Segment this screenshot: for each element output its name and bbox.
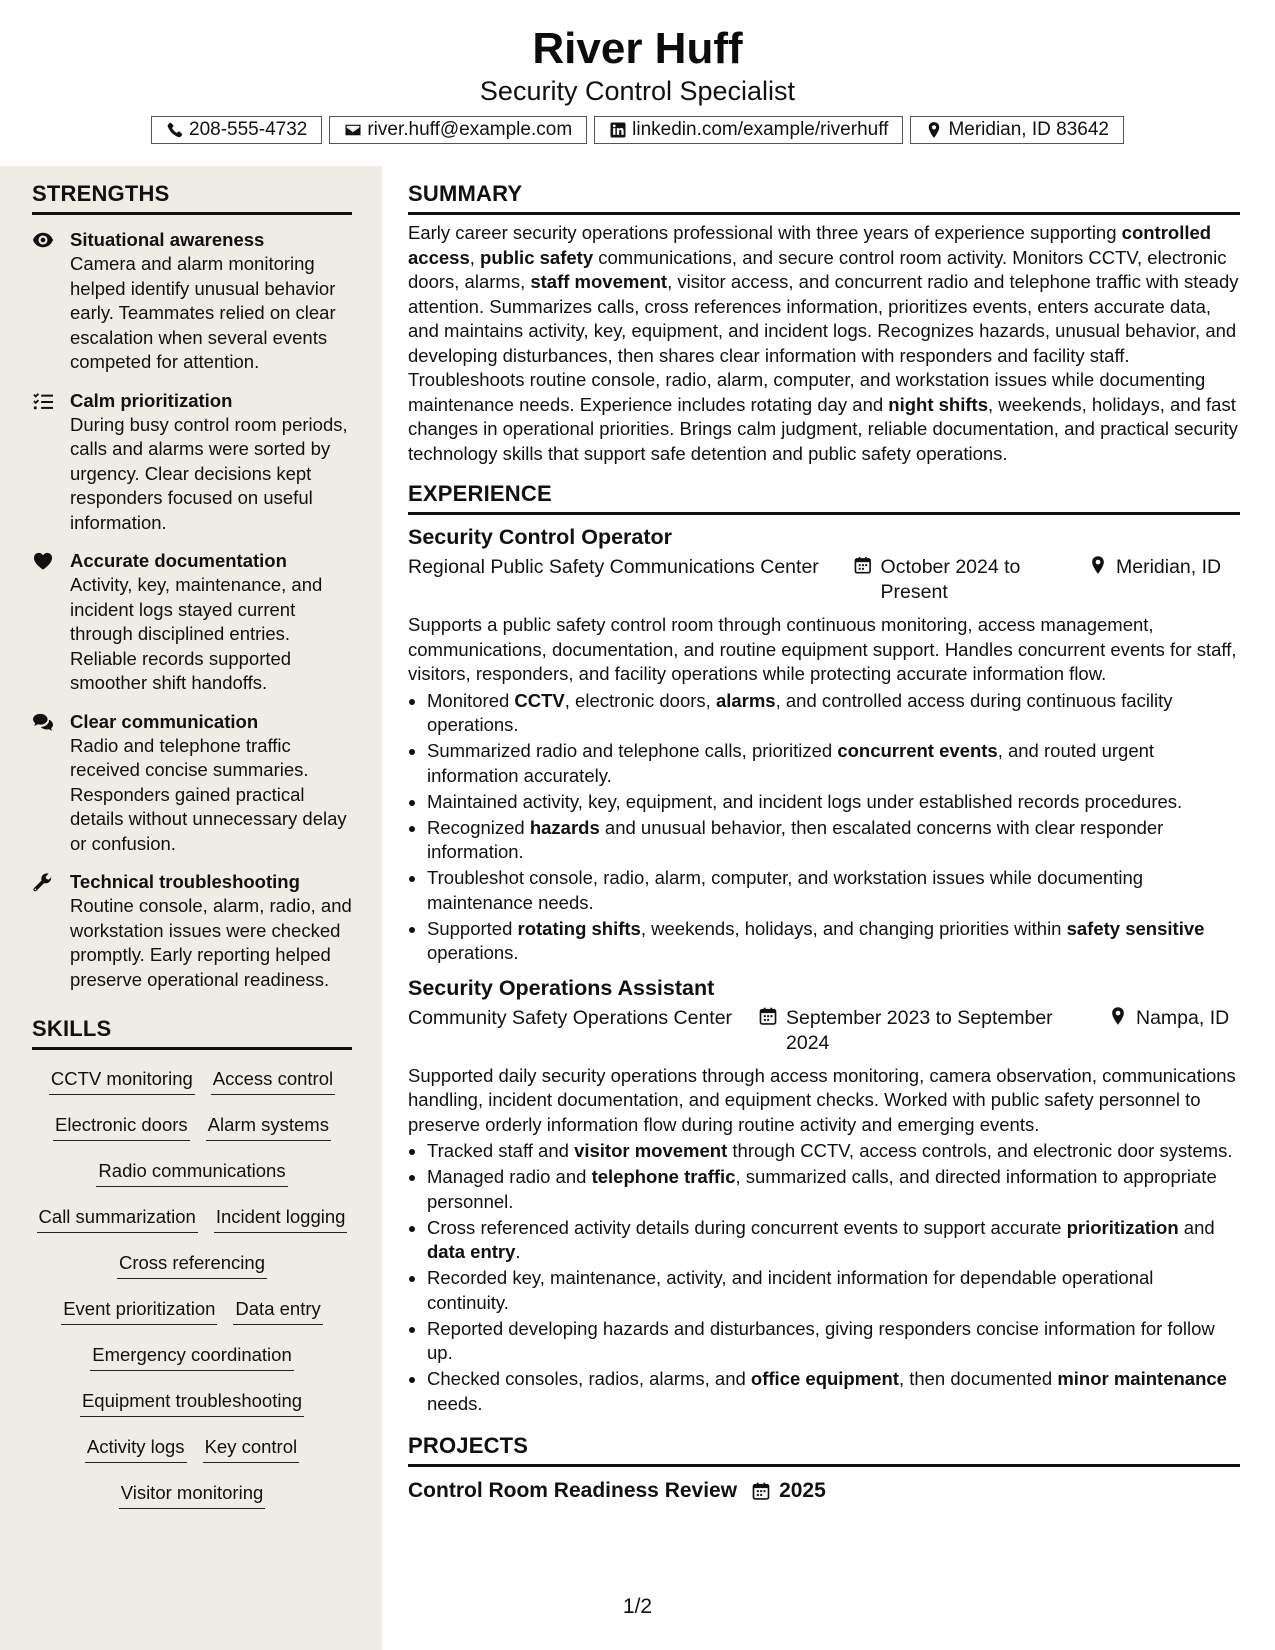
heart-icon [32, 551, 54, 571]
skill-tag: Equipment troubleshooting [80, 1388, 304, 1417]
emphasis-text: data entry [427, 1241, 516, 1262]
emphasis-text: concurrent events [837, 740, 998, 761]
skill-tag: Access control [211, 1066, 335, 1095]
job-bullet: • Cross referenced activity details during concurrent events to support accurate prioritization and data entry. [427, 1216, 1240, 1265]
strength-text: During busy control room periods, calls and alarms were sorted by urgency. Clear decisions kept responders focused on useful information. [70, 413, 348, 533]
job-dates-wrap [853, 555, 1088, 605]
emphasis-text: visitor movement [574, 1140, 728, 1161]
phone-icon [166, 121, 184, 139]
skills-heading: SKILLS [32, 1015, 352, 1050]
strength-text: Routine console, alarm, radio, and workstation issues were checked promptly. Early reporting helped preserve operational readiness. [70, 895, 352, 990]
skill-tag: Call summarization [37, 1204, 198, 1233]
project-date: 2025 [779, 1478, 826, 1502]
skills-list [32, 1060, 352, 1520]
emphasis-text: minor maintenance [1057, 1368, 1227, 1389]
strength-text: Camera and alarm monitoring helped identify unusual behavior early. Teammates relied on clear escalation when several events competed for attention. [70, 253, 336, 372]
map-pin-icon [1088, 555, 1108, 575]
job-title: Security Operations Assistant [408, 975, 715, 1000]
emphasis-text: prioritization [1066, 1216, 1179, 1238]
contact-email[interactable] [329, 116, 587, 144]
linkedin-icon [609, 121, 627, 139]
emphasis-text: safety sensitive [1066, 917, 1205, 939]
sidebar [0, 166, 382, 1650]
skill-tag: Emergency coordination [90, 1342, 294, 1371]
skill-tag: Cross referencing [117, 1250, 267, 1279]
contact-text: river.huff@example.com [367, 119, 573, 140]
contact-linkedin[interactable] [594, 116, 903, 144]
calendar-icon [853, 555, 873, 575]
contact-bar [0, 116, 1275, 144]
job-bullet: • Reported developing hazards and disturbances, giving responders concise information for follow up. [427, 1317, 1240, 1366]
candidate-name: River Huff [532, 24, 743, 73]
skill-tag: Visitor monitoring [119, 1480, 266, 1509]
resume-header [0, 22, 1275, 144]
skill-tag: Radio communications [96, 1158, 287, 1187]
comments-icon [32, 712, 54, 732]
project-entry [408, 1477, 1240, 1505]
emphasis-text: controlled access [408, 222, 1212, 268]
job-bullet: • Recorded key, maintenance, activity, and incident information for dependable operational continuity. [427, 1266, 1240, 1315]
skill-tag: Incident logging [214, 1204, 348, 1233]
job-dates: September 2023 to September 2024 [786, 1006, 1053, 1054]
skill-tag: CCTV monitoring [49, 1066, 195, 1095]
job-location-wrap [1108, 1006, 1238, 1056]
contact-text: 208-555-4732 [189, 119, 308, 140]
strength-title: Calm prioritization [70, 389, 233, 411]
strength-text: Radio and telephone traffic received concise summaries. Responders gained practical details without unnecessary delay or confusion. [70, 734, 347, 854]
contact-text: linkedin.com/example/riverhuff [632, 119, 889, 140]
skill-tag: Activity logs [85, 1434, 187, 1463]
summary-heading: SUMMARY [408, 180, 1240, 215]
strength-item [32, 548, 352, 696]
skill-tag: Event prioritization [61, 1296, 217, 1325]
job-bullets [408, 1139, 1240, 1416]
map-pin-icon [1108, 1006, 1128, 1026]
strength-text: Activity, key, maintenance, and incident logs stayed current through disciplined entries. Reliable records supported smoother shift handoffs. [70, 574, 323, 693]
emphasis-text: public safety [480, 246, 594, 268]
job-entry [408, 974, 1240, 1417]
job-bullet: • Troubleshot console, radio, alarm, computer, and workstation issues while documenting maintenance needs. [427, 866, 1240, 915]
job-meta [408, 555, 1240, 605]
emphasis-text: office equipment [750, 1368, 899, 1389]
calendar-icon [758, 1006, 778, 1026]
job-location-wrap [1088, 555, 1228, 605]
emphasis-text: rotating shifts [517, 917, 641, 939]
emphasis-text: staff movement [530, 271, 668, 292]
strength-item [32, 709, 352, 857]
job-location: Meridian, ID [1116, 556, 1222, 578]
candidate-title: Security Control Specialist [479, 76, 796, 106]
job-entry [408, 523, 1240, 966]
job-dates: October 2024 to Present [880, 556, 1021, 603]
contact-phone[interactable] [151, 116, 322, 144]
strength-title: Accurate documentation [70, 550, 287, 571]
job-dates-wrap [758, 1006, 1108, 1056]
strength-title: Situational awareness [70, 229, 265, 250]
job-bullet: • Monitored CCTV, electronic doors, alarms, and controlled access during continuous facility operations. [427, 689, 1240, 738]
projects-heading: PROJECTS [408, 1432, 1240, 1467]
envelope-icon [344, 121, 362, 139]
job-bullet: • Tracked staff and visitor movement through CCTV, access controls, and electronic door systems. [427, 1139, 1240, 1164]
strength-item [32, 388, 352, 536]
emphasis-text: CCTV [514, 689, 565, 711]
eye-icon [32, 230, 54, 250]
contact-text: Meridian, ID 83642 [948, 119, 1109, 140]
strength-title: Clear communication [70, 710, 259, 732]
job-bullets [408, 689, 1240, 966]
emphasis-text: alarms [715, 689, 776, 711]
main-column [408, 180, 1240, 1505]
map-pin-icon [925, 121, 943, 139]
job-title: Security Control Operator [408, 525, 673, 549]
contact-location[interactable] [910, 116, 1124, 144]
job-bullet: • Checked consoles, radios, alarms, and office equipment, then documented minor maintenance needs. [427, 1367, 1240, 1416]
emphasis-text: night shifts [888, 393, 988, 415]
strength-title: Technical troubleshooting [70, 871, 300, 892]
job-bullet: • Maintained activity, key, equipment, and incident logs under established records procedures. [427, 790, 1240, 815]
project-title: Control Room Readiness Review [408, 1478, 738, 1502]
job-bullet: • Recognized hazards and unusual behavior, then escalated concerns with clear responder information. [427, 816, 1240, 865]
job-meta [408, 1006, 1240, 1056]
calendar-icon [751, 1481, 771, 1501]
skill-tag: Key control [203, 1434, 300, 1463]
strengths-heading: STRENGTHS [32, 180, 352, 215]
strength-item [32, 227, 352, 375]
job-description: Supports a public safety control room through continuous monitoring, access management, communications, documentation, and routine equipment support. Handles concurrent events for staff, visitors, responders, and facility operations while protecting accurate information flow. [408, 614, 1237, 684]
job-location: Nampa, ID [1136, 1006, 1230, 1029]
page-number: 1/2 [622, 1595, 653, 1618]
list-check-icon [32, 391, 54, 411]
summary-text: Early career security operations professional with three years of experience supporting controlled access, public safety communications, and secure control room activity. Monitors CCTV, electronic doors, alarms, staff movement, visitor access, and concurrent radio and telephone traffic with steady attention. Summarizes calls, cross references information, prioritizes events, enters accurate data, and maintains activity, key, equipment, and incident logs. Recognizes hazards, unusual behavior, and developing disturbances, then shares clear information with responders and facility staff. Troubleshoots routine console, radio, alarm, computer, and workstation issues while documenting maintenance needs. Experience includes rotating day and night shifts, weekends, holidays, and fast changes in operational priorities. Brings calm judgment, reliable documentation, and practical security technology skills that support safe detention and public safety operations. [408, 222, 1239, 464]
wrench-icon [32, 872, 54, 892]
job-org: Regional Public Safety Communications Center [408, 556, 819, 578]
skill-tag: Alarm systems [206, 1112, 331, 1141]
skill-tag: Electronic doors [53, 1112, 190, 1141]
job-org: Community Safety Operations Center [408, 1006, 733, 1029]
emphasis-text: telephone traffic [591, 1166, 736, 1187]
emphasis-text: hazards [529, 816, 600, 838]
strength-item [32, 869, 352, 992]
experience-heading: EXPERIENCE [408, 480, 1240, 515]
job-bullet: • Managed radio and telephone traffic, summarized calls, and directed information to appropriate personnel. [427, 1165, 1240, 1214]
job-bullet: • Summarized radio and telephone calls, prioritized concurrent events, and routed urgent information accurately. [427, 739, 1240, 788]
job-description: Supported daily security operations through access monitoring, camera observation, communications handling, incident documentation, and equipment checks. Worked with public safety personnel to preserve orderly information flow during routine activity and emerging events. [408, 1064, 1236, 1135]
skill-tag: Data entry [233, 1296, 322, 1325]
job-bullet: • Supported rotating shifts, weekends, holidays, and changing priorities within safety sensitive operations. [427, 917, 1240, 966]
